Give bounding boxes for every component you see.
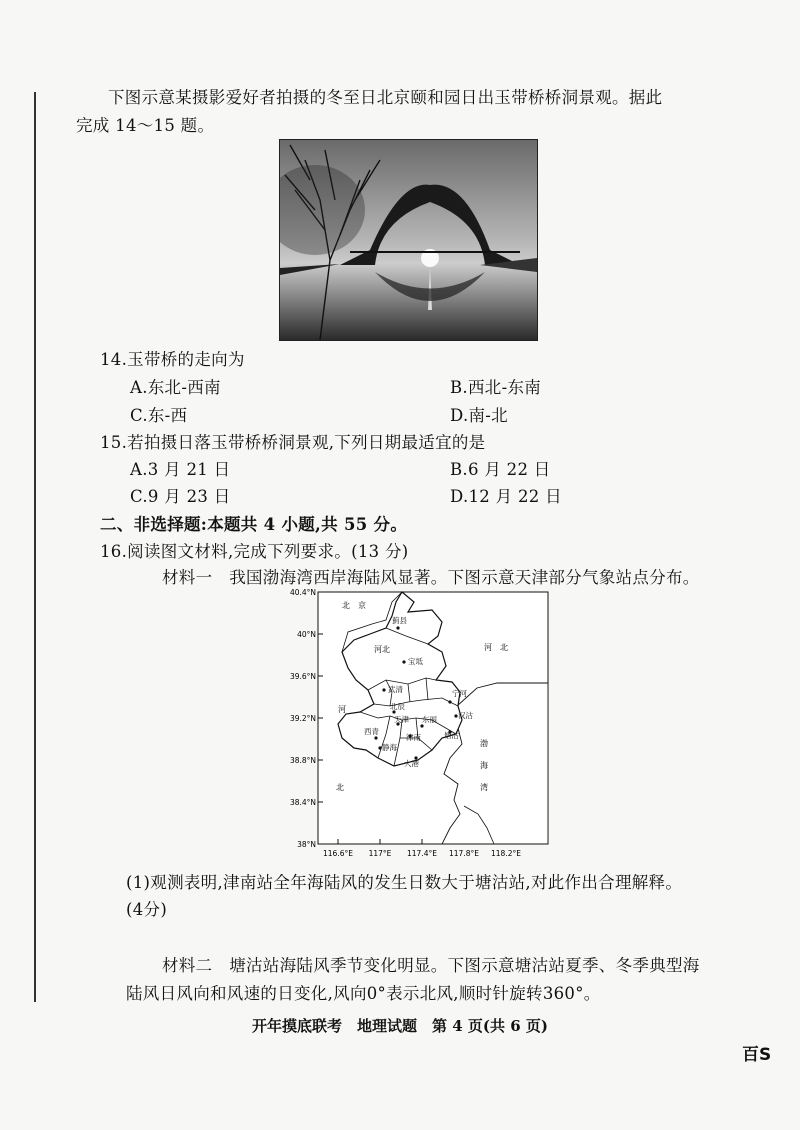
region-label-he: 河 [338,705,346,714]
station-dagang: 大港 [404,759,419,768]
sub-question-1-line-2: (4分) [126,900,168,919]
intro-line-2: 完成 14～15 题。 [76,116,215,135]
page-footer: 开年摸底联考 地理试题 第 4 页(共 6 页) [252,1017,548,1035]
lon-label: 117°E [368,849,392,858]
lat-label: 38°N [297,840,316,849]
station-jinghai: 静海 [382,743,397,752]
question-16-stem: 16.阅读图文材料,完成下列要求。(13 分) [100,542,409,561]
section-2-heading: 二、非选择题:本题共 4 小题,共 55 分。 [100,515,408,534]
lon-label: 116.6°E [323,849,353,858]
station-ninghe: 宁河 [452,689,467,698]
question-15-option-c[interactable]: C.9 月 23 日 [130,487,231,506]
station-dot [420,724,423,727]
question-14-option-a[interactable]: A.东北-西南 [130,378,221,397]
intro-line-1: 下图示意某摄影爱好者拍摄的冬至日北京颐和园日出玉带桥桥洞景观。据此 [108,88,663,107]
jade-belt-bridge-photo [279,139,538,341]
station-dot [448,700,451,703]
station-tanggu: 塘沽 [444,731,459,740]
lat-label: 40.4°N [289,588,316,597]
lat-label: 38.8°N [289,756,316,765]
sea-label-bo: 渤 [480,739,488,748]
lon-label: 118.2°E [491,849,521,858]
question-15-stem: 15.若拍摄日落玉带桥桥洞景观,下列日期最适宜的是 [100,433,486,452]
question-14-option-c[interactable]: C.东-西 [130,406,188,425]
binding-margin-line [34,92,36,1002]
lon-label: 117.8°E [449,849,479,858]
region-label-hebei-enclave: 河北 [374,645,390,654]
station-dot [374,736,377,739]
question-14-stem: 14.玉带桥的走向为 [100,350,245,369]
tianjin-station-map [282,588,560,863]
region-label-bei: 北 [336,783,344,792]
station-dot [382,688,385,691]
lat-label: 38.4°N [289,798,316,807]
watermark-logo: 百S [742,1045,772,1065]
material-2-line-2: 陆风日风向和风速的日变化,风向0°表示北风,顺时针旋转360°。 [126,984,601,1003]
station-dot [402,660,405,663]
lon-label: 117.4°E [407,849,437,858]
lat-label: 40°N [297,630,316,639]
station-jixian: 蓟县 [392,616,407,625]
station-beichen: 北辰 [390,702,405,711]
region-label-beijing: 北 京 [342,601,366,610]
sub-question-1-line-1: (1)观测表明,津南站全年海陆风的发生日数大于塘沽站,对此作出合理解释。 [126,873,683,892]
station-hangu: 汉沽 [458,711,473,720]
sea-label-wan: 湾 [480,783,488,792]
station-dongli: 东丽 [422,715,437,724]
question-14-option-b[interactable]: B.西北-东南 [450,378,542,397]
station-jinnan: 津南 [406,733,421,742]
sea-label-hai: 海 [480,761,488,770]
station-wuqing: 武清 [388,685,403,694]
material-1-text: 材料一 我国渤海湾西岸海陆风显著。下图示意天津部分气象站点分布。 [162,568,700,587]
question-15-option-d[interactable]: D.12 月 22 日 [450,487,562,506]
question-15-option-a[interactable]: A.3 月 21 日 [130,460,231,479]
map-svg [282,588,560,863]
station-xiqing: 西青 [364,727,379,736]
station-tianjin: 天津 [394,715,409,724]
material-2-line-1: 材料二 塘沽站海陆风季节变化明显。下图示意塘沽站夏季、冬季典型海 [162,956,700,975]
lat-label: 39.2°N [289,714,316,723]
station-baodi: 宝坻 [408,657,423,666]
lat-label: 39.6°N [289,672,316,681]
station-dot [396,626,399,629]
question-14-option-d[interactable]: D.南-北 [450,406,508,425]
bridge-photo-illustration [280,140,537,340]
region-label-hebei-east: 河 北 [484,643,508,652]
question-15-option-b[interactable]: B.6 月 22 日 [450,460,551,479]
